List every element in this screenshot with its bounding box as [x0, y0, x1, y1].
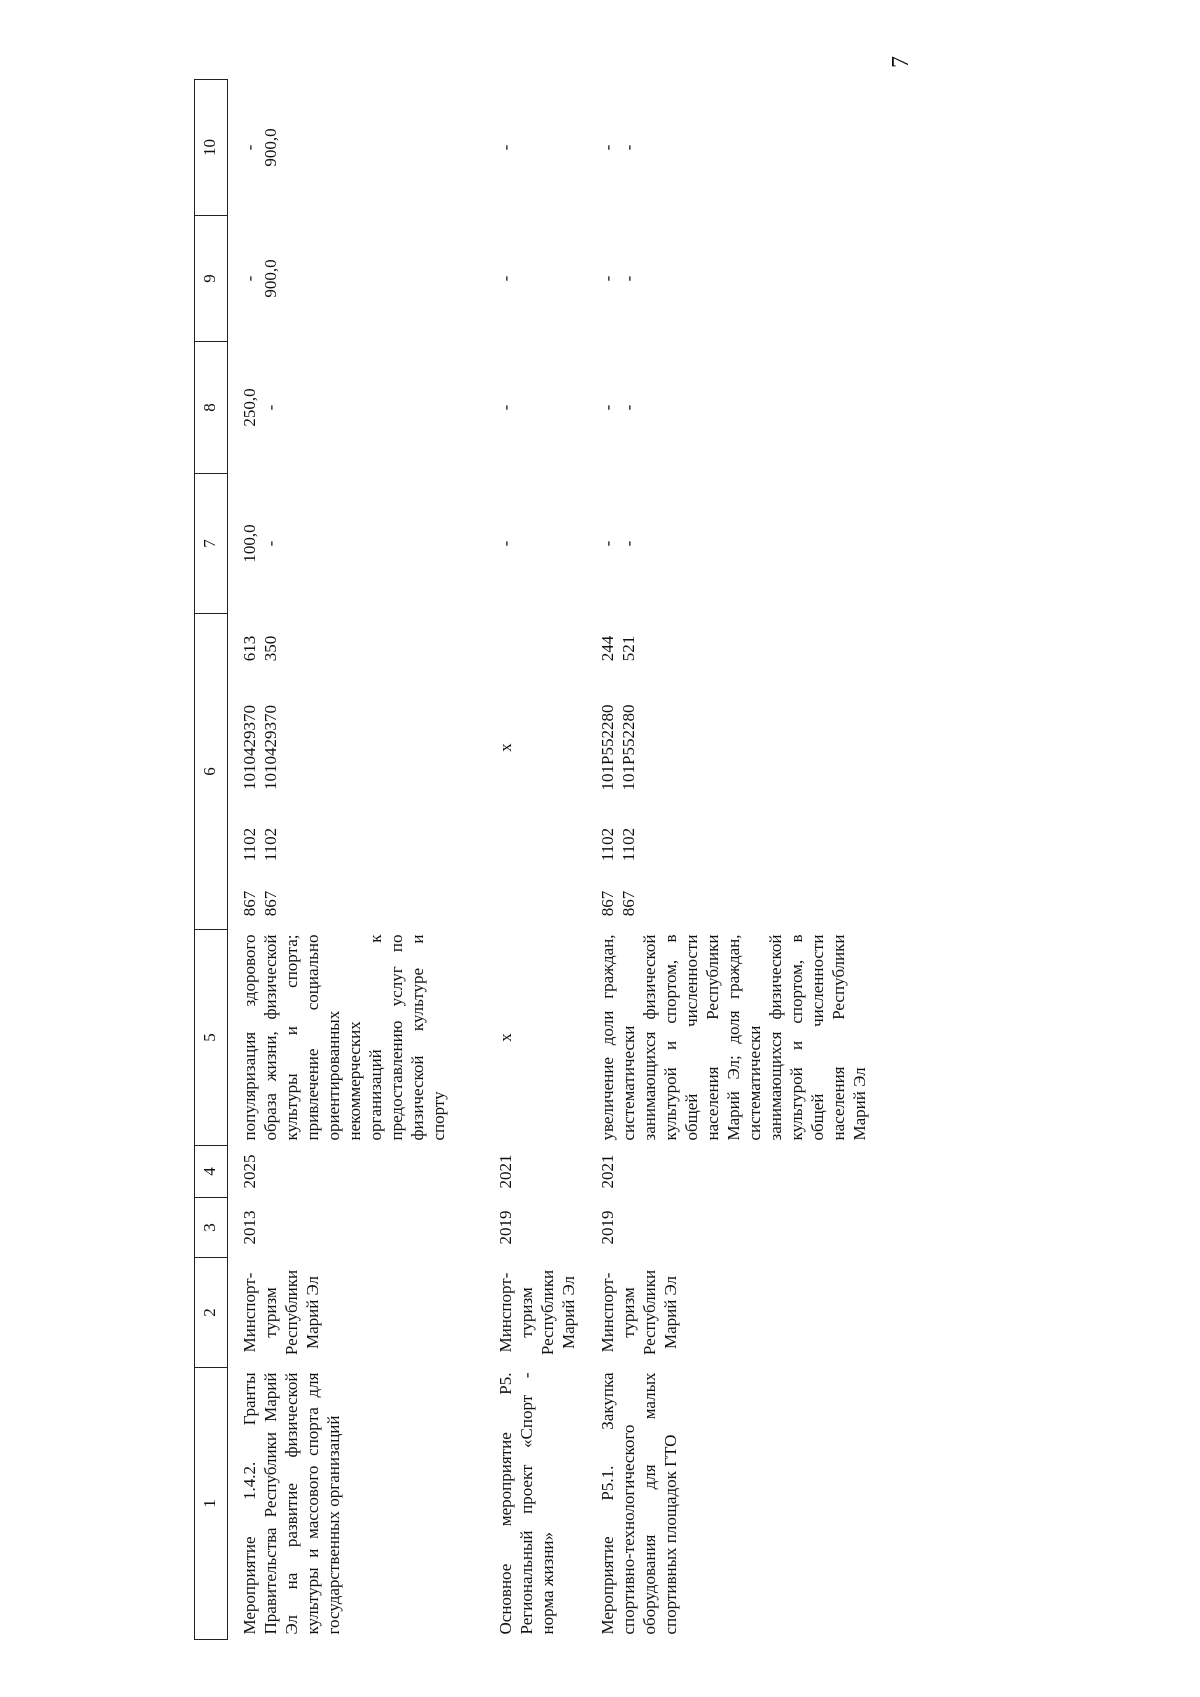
grbs-code: 867 867: [598, 890, 638, 917]
vr-code: 613 350: [240, 635, 280, 662]
value-col-9: -: [496, 275, 515, 282]
expected-result: увеличение доли граждан, систематически занимающихся физической культурой и спортом, в общей численности населения Республики Марий Эл; доля граждан, систематически занимающихся физической культурой и спортом, в общей численности населения Республики Марий Эл: [598, 934, 869, 1141]
header-col-9: 9: [195, 216, 228, 342]
responsible-executor: Минспорт-туризм Республики Марий Эл: [496, 1269, 578, 1356]
measure-name: Мероприятие 1.4.2. Гранты Правительства Республики Марий Эл на развитие физической культуры и массового спорта для государственных организаций: [240, 1372, 343, 1635]
start-year: 2013: [240, 1210, 259, 1245]
rotated-table-container: [194, 80, 994, 1640]
value-col-8: 250,0 -: [240, 388, 280, 427]
header-row: [195, 80, 228, 1640]
start-year: 2019: [496, 1210, 515, 1245]
grbs-code: 867 867: [240, 890, 280, 917]
value-col-10: -: [496, 144, 515, 151]
end-year: 2021: [598, 1154, 617, 1189]
header-col-10: 10: [195, 80, 228, 216]
responsible-executor: Минспорт-туризм Республики Марий Эл: [240, 1269, 322, 1356]
value-col-7: 100,0 -: [240, 524, 280, 563]
expected-result: популяризация здорового образа жизни, физической культуры и спорта; привлечение социально ориентированных некоммерческих организаций к предоставлению услуг по физической культуре и спорту: [240, 934, 448, 1141]
table-row: [492, 80, 582, 1640]
header-col-5: 5: [195, 930, 228, 1146]
grbs-code: [492, 878, 582, 930]
header-col-6: 6: [195, 614, 228, 930]
measure-name: Основное мероприятие Р5. Региональный проект «Спорт - норма жизни»: [496, 1372, 557, 1635]
vr-code: 244 521: [598, 635, 638, 662]
responsible-executor: Минспорт-туризм Республики Марий Эл: [598, 1269, 680, 1356]
expected-result: х: [496, 1033, 515, 1042]
table-row: [594, 80, 873, 1640]
rzpr-code: 1102 1102: [240, 827, 280, 862]
rzpr-code: [492, 812, 582, 878]
vr-code: [492, 614, 582, 684]
csr-code: 1010429370 1010429370: [240, 705, 280, 790]
rzpr-code: 1102 1102: [598, 827, 638, 862]
end-year: 2021: [496, 1154, 515, 1189]
header-col-3: 3: [195, 1198, 228, 1258]
header-col-1: 1: [195, 1368, 228, 1640]
header-col-8: 8: [195, 342, 228, 474]
csr-code: 101P552280 101P552280: [598, 704, 638, 791]
page-number: 7: [888, 56, 914, 68]
end-year: 2025: [240, 1154, 259, 1189]
value-col-9: - -: [598, 275, 638, 282]
csr-code: х: [496, 743, 515, 752]
header-col-4: 4: [195, 1146, 228, 1198]
value-col-10: - -: [598, 144, 638, 151]
value-col-10: - 900,0: [240, 128, 280, 167]
measure-name: Мероприятие Р5.1. Закупка спортивно-технологического оборудования для малых спортивных площадок ГТО: [598, 1372, 680, 1635]
value-col-7: -: [496, 540, 515, 547]
program-measures-table: [194, 79, 873, 1640]
value-col-7: - -: [598, 540, 638, 547]
value-col-9: - 900,0: [240, 259, 280, 298]
header-col-2: 2: [195, 1258, 228, 1368]
header-col-7: 7: [195, 474, 228, 614]
start-year: 2019: [598, 1210, 617, 1245]
value-col-8: - -: [598, 404, 638, 411]
value-col-8: -: [496, 404, 515, 411]
table-row: [236, 80, 452, 1640]
